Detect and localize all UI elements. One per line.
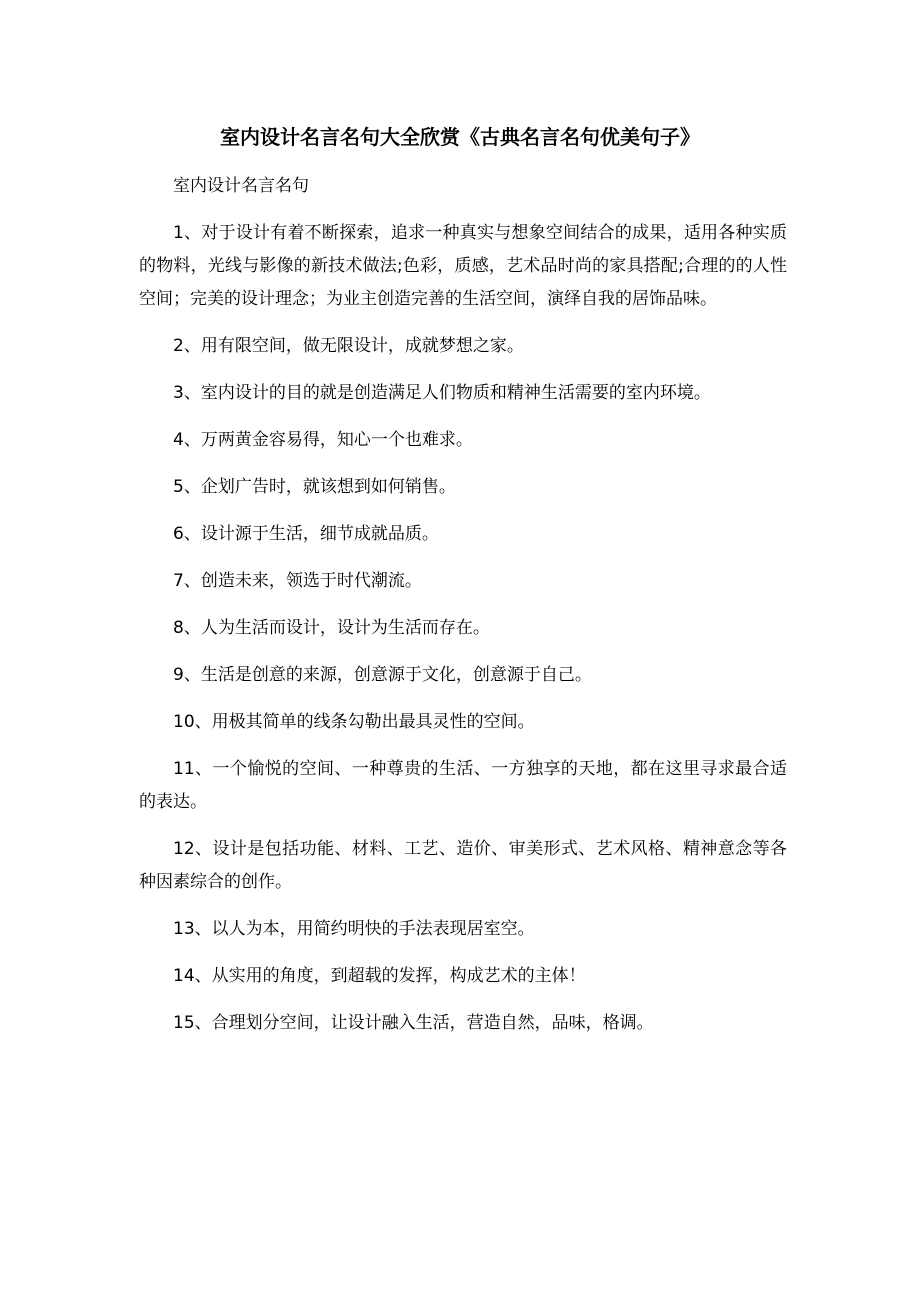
paragraph: 6、设计源于生活，细节成就品质。 — [173, 524, 439, 544]
paragraph: 4、万两黄金容易得，知心一个也难求。 — [173, 430, 473, 450]
paragraph: 2、用有限空间，做无限设计，成就梦想之家。 — [173, 336, 524, 356]
paragraph: 13、以人为本，用简约明快的手法表现居室空。 — [173, 919, 535, 939]
paragraph: 3、室内设计的目的就是创造满足人们物质和精神生活需要的室内环境。 — [173, 383, 711, 403]
paragraph: 8、人为生活而设计，设计为生活而存在。 — [173, 618, 490, 638]
paragraph: 9、生活是创意的来源，创意源于文化，创意源于自己。 — [173, 665, 592, 685]
paragraph: 10、用极其简单的线条勾勒出最具灵性的空间。 — [173, 712, 535, 732]
paragraph: 1、对于设计有着不断探索，追求一种真实与想象空间结合的成果，适用各种实质的物料，光线与影像的新技术做法;色彩，质感，艺术品时尚的家具搭配;合理的的人性空间；完美的设计理念；为业主创造完善的生活空间，演绎自我的居饰品味。 — [139, 223, 787, 309]
paragraph: 14、从实用的角度，到超载的发挥，构成艺术的主体！ — [173, 966, 586, 986]
paragraph: 12、设计是包括功能、材料、工艺、造价、审美形式、艺术风格、精神意念等各种因素综合的创作。 — [139, 839, 787, 892]
page-title: 室内设计名言名句大全欣赏《古典名言名句优美句子》 — [220, 125, 700, 149]
section-heading: 室内设计名言名句 — [173, 176, 309, 196]
paragraph: 15、合理划分空间，让设计融入生活，营造自然，品味，格调。 — [173, 1013, 654, 1033]
paragraph: 5、企划广告时，就该想到如何销售。 — [173, 477, 456, 497]
paragraph: 7、创造未来，领选于时代潮流。 — [173, 571, 422, 591]
paragraph: 11、一个愉悦的空间、一种尊贵的生活、一方独享的天地，都在这里寻求最合适的表达。 — [139, 759, 787, 812]
document-body — [139, 170, 787, 1054]
